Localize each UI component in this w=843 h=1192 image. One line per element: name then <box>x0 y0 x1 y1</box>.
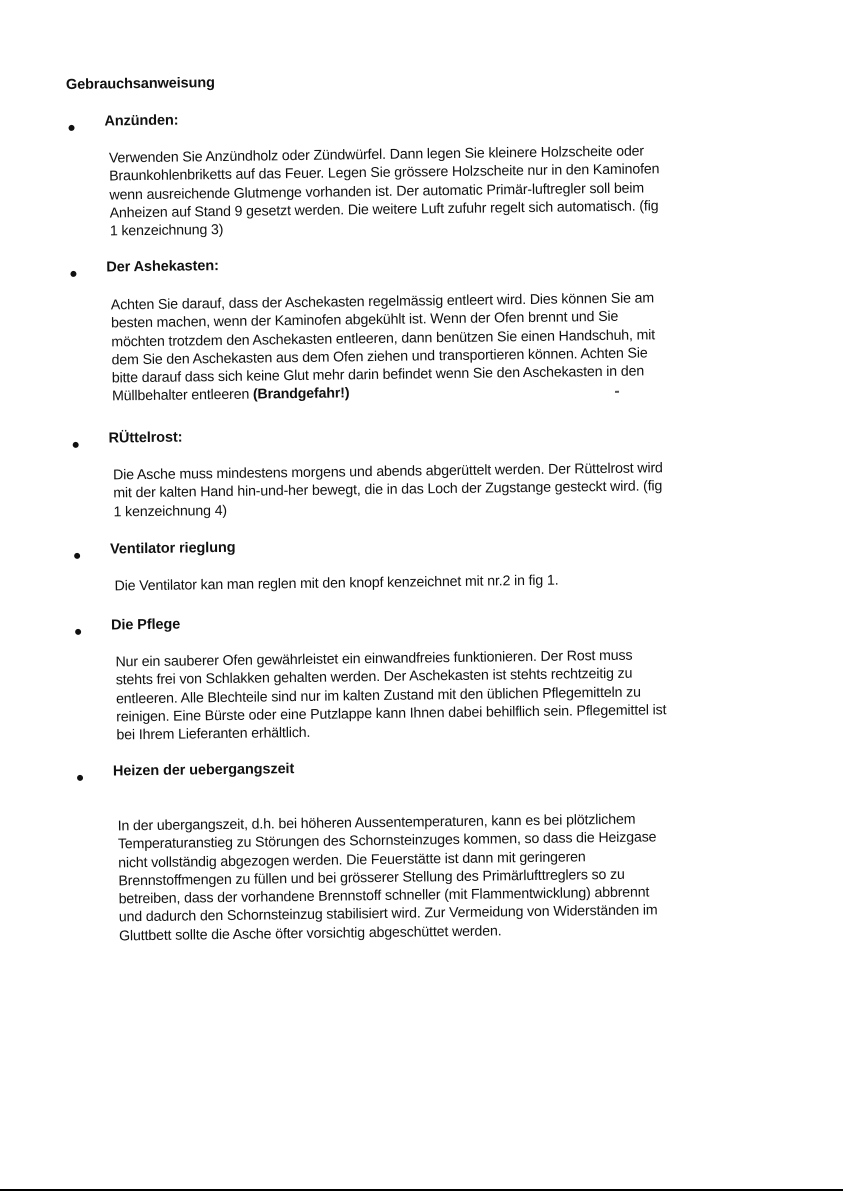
text-line: nicht vollständig abgezogen werden. Die Feuerstätte ist dann mit geringeren <box>118 848 586 871</box>
text-line: Verwenden Sie Anzündholz oder Zündwürfel. Dann legen Sie kleinere Holzscheite oder <box>108 143 645 167</box>
scan-artifact <box>615 391 619 393</box>
text-line: bei Ihrem Lieferanten erhältlich. <box>116 725 311 744</box>
text-line: Anheizen auf Stand 9 gesetzt werden. Die weitere Luft zufuhr regelt sich automatisch. (fig <box>109 198 659 222</box>
text-line: reinigen. Eine Bürste oder eine Putzlappe kann Ihnen dabei behilflich sein. Pflegemittel ist <box>116 702 667 726</box>
text-line: Nur ein sauberer Ofen gewährleistet ein einwandfreies funktionieren. Der Rost muss <box>115 647 633 671</box>
text-line: 1 kenzeichnung 3) <box>109 222 224 240</box>
text-line-start: Müllbehalter entleeren <box>111 387 254 405</box>
section-heading: Heizen der uebergangszeit <box>112 761 295 780</box>
section-heading: Ventilator rieglung <box>109 539 236 558</box>
text-line: In der ubergangszeit, d.h. bei höheren Aussentemperaturen, kann es bei plötzlichem <box>117 811 636 835</box>
text-line: besten machen, wenn der Kaminofen abgekühlt ist. Wenn der Ofen brennt und Sie <box>110 309 619 332</box>
section-heading: Anzünden: <box>104 112 179 130</box>
text-line: 1 kenzeichnung 4) <box>113 502 228 521</box>
text-line: und dadurch den Schornsteinzug stabilisiert wird. Zur Vermeidung von Widerständen im <box>118 902 658 926</box>
section-heading: Der Ashekasten: <box>106 258 219 276</box>
warning-emphasis: (Brandgefahr!) <box>252 385 350 404</box>
text-line: Die Asche muss mindestens morgens und abends abgerüttelt werden. Der Rüttelrost wird <box>112 460 663 484</box>
bullet-icon <box>73 442 79 448</box>
text-line: Brennstoffmengen zu füllen und bei grösserer Stellung des Primärlufttreglers so zu <box>118 866 625 890</box>
text-line: bitte darauf dass sich keine Glut mehr darin befindet wenn Sie den Aschekasten in den <box>111 363 645 387</box>
text-line: Temperaturanstieg zu Störungen des Schornsteinzuges kommen, so dass die Heizgase <box>117 829 657 853</box>
text-line: betreiben, dass der vorhandene Brennstoff schneller (mit Flammentwicklung) abbrennt <box>118 884 650 908</box>
text-line: wenn ausreichende Glutmenge vorhanden ist. Der automatic Primär-luftregler soll beim <box>109 180 645 204</box>
page-title: Gebrauchsanweisung <box>65 75 215 93</box>
text-line: möchten trotzdem den Aschekasten entleeren, dann benützen Sie einen Handschuh, mit <box>111 326 656 351</box>
text-line: Braunkohlenbriketts auf das Feuer. Legen Sie grössere Holzscheite nur in den Kaminofen <box>109 161 660 185</box>
section-body <box>118 809 780 946</box>
section-heading: Die Pflege <box>110 616 181 634</box>
section-body <box>109 141 770 241</box>
section-body <box>115 645 776 745</box>
text-line: dem Sie den Aschekasten aus dem Ofen ziehen und transportieren können. Achten Sie <box>111 345 648 369</box>
text-line: Gluttbett sollte die Asche öfter vorsichtig abgeschüttet werden. <box>119 923 502 945</box>
bullet-icon <box>70 271 76 277</box>
text-line: entleeren. Alle Blechteile sind nur im kalten Zustand mit den üblichen Pflegemitteln zu <box>115 684 641 707</box>
bullet-icon <box>77 775 83 781</box>
bullet-icon <box>74 553 80 559</box>
section-body <box>113 458 774 522</box>
bullet-icon <box>68 125 74 131</box>
text-line: stehts frei von Schlakken gehalten werden. Der Aschekasten ist stehts rechtzeitig zu <box>115 665 633 689</box>
section-body <box>114 569 774 596</box>
bullet-icon <box>75 629 81 635</box>
section-body <box>111 288 772 406</box>
text-line: Die Ventilator kan man reglen mit den knopf kenzeichnet mit nr.2 in fig 1. <box>114 572 559 595</box>
text-line: mit der kalten Hand hin-und-her bewegt, die in das Loch der Zugstange gesteckt wird. (fig <box>113 478 663 502</box>
text-line: Achten Sie darauf, dass der Aschekasten regelmässig entleert wird. Dies können Sie am <box>110 290 655 314</box>
section-heading: RÜttelrost: <box>108 429 183 447</box>
